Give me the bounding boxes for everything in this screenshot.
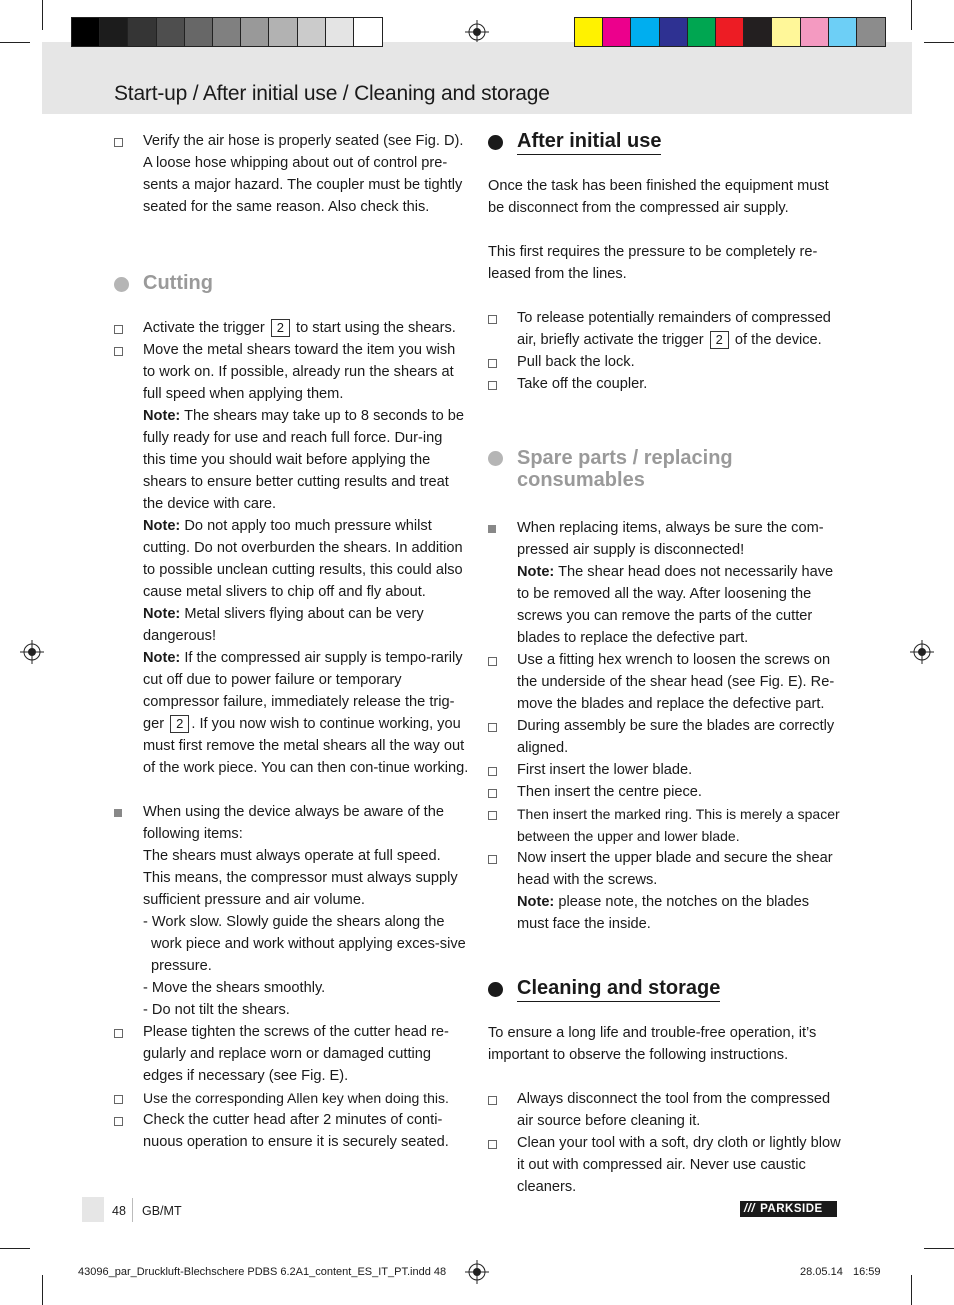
section-title: Cleaning and storage	[517, 977, 720, 1002]
color-swatch	[603, 18, 631, 46]
gray-swatch	[354, 18, 382, 46]
gray-swatch	[298, 18, 326, 46]
square-bullet-icon	[114, 801, 122, 826]
trigger-reference-key: 2	[271, 319, 290, 337]
color-swatch	[716, 18, 744, 46]
parkside-logo: /// PARKSIDE	[740, 1201, 837, 1217]
checkbox-bullet-icon	[488, 649, 497, 675]
list-item-detail: The shears must always operate at full speed. This means, the compressor must always supply sufficient pressure and air volume.	[143, 848, 458, 908]
gray-swatch	[100, 18, 128, 46]
crop-mark	[924, 1248, 954, 1249]
list-item: Activate the trigger 2 to start using the shears.	[114, 317, 469, 339]
crop-mark	[42, 1275, 43, 1305]
color-swatch	[631, 18, 659, 46]
right-column	[488, 130, 843, 1198]
crop-mark	[0, 1248, 30, 1249]
list-item: Pull back the lock.	[488, 351, 843, 373]
color-swatch	[744, 18, 772, 46]
locale-code: GB/MT	[142, 1204, 182, 1218]
gray-swatch	[241, 18, 269, 46]
gray-swatch	[185, 18, 213, 46]
section-cleaning-storage	[488, 977, 843, 1002]
color-swatch	[857, 18, 885, 46]
folio-box	[82, 1197, 104, 1222]
list-item: Then insert the marked ring. This is merely a spacer between the upper and lower blade.	[488, 803, 843, 847]
note: Note: If the compressed air supply is tempo-rarily cut off due to power failure or temporary compressor failure, immediately release the trig-ger 2 . If you now wish to continue working, you must first remove the metal shears all the way out of the work piece. You can then con-tinue working.	[143, 650, 469, 776]
gray-swatch	[213, 18, 241, 46]
paragraph: This first requires the pressure to be completely re-leased from the lines.	[488, 244, 818, 282]
section-after-initial-use	[488, 130, 843, 155]
list-item: First insert the lower blade.	[488, 759, 843, 781]
gray-swatch	[269, 18, 297, 46]
section-dot-icon	[488, 451, 503, 466]
list-item: Use a fitting hex wrench to loosen the screws on the underside of the shear head (see Fig. E). Re-move the blades and replace the defective part.	[488, 649, 843, 715]
list-item: Verify the air hose is properly seated (see Fig. D). A loose hose whipping about out of control pre-sents a major hazard. The coupler must be tightly seated for the same reason. Also check this.	[114, 130, 469, 218]
color-swatch	[829, 18, 857, 46]
color-swatch	[688, 18, 716, 46]
page-number: 48	[112, 1204, 126, 1218]
registration-mark-icon	[20, 640, 44, 664]
folio-divider	[132, 1198, 133, 1222]
checkbox-bullet-icon	[114, 1021, 123, 1047]
gray-swatch	[128, 18, 156, 46]
crop-mark	[924, 42, 954, 43]
list-item: Take off the coupler.	[488, 373, 843, 395]
checkbox-bullet-icon	[114, 339, 123, 365]
checkbox-bullet-icon	[114, 130, 123, 156]
checkbox-bullet-icon	[488, 715, 497, 741]
list-item: Then insert the centre piece.	[488, 781, 843, 803]
list-item: When using the device always be aware of the following items:	[114, 801, 469, 845]
page-title: Start-up / After initial use / Cleaning and storage	[114, 82, 550, 105]
section-dot-icon	[488, 135, 503, 150]
registration-mark-icon	[465, 1260, 489, 1284]
crop-mark	[0, 42, 30, 43]
checkbox-bullet-icon	[488, 1132, 497, 1158]
color-swatch	[575, 18, 603, 46]
dash-item: - Do not tilt the shears.	[143, 1002, 290, 1018]
note: Note: Metal slivers flying about can be very dangerous!	[143, 606, 424, 644]
list-item: During assembly be sure the blades are correctly aligned.	[488, 715, 843, 759]
crop-mark	[42, 0, 43, 30]
gray-swatch	[72, 18, 100, 46]
color-swatch	[660, 18, 688, 46]
section-title: Spare parts / replacing consumables	[517, 447, 733, 491]
slug-filename: 43096_par_Druckluft-Blechschere PDBS 6.2A1_content_ES_IT_PT.indd 48	[78, 1266, 447, 1278]
left-column	[114, 130, 469, 1153]
note: Note: Do not apply too much pressure whilst cutting. Do not overburden the shears. In addition to possible unclean cutting results, this could also cause metal slivers to chip off and fly about.	[143, 518, 463, 600]
registration-mark-icon	[465, 20, 489, 44]
section-dot-icon	[488, 982, 503, 997]
crop-mark	[911, 1275, 912, 1305]
dash-item: - Move the shears smoothly.	[143, 980, 326, 996]
trigger-reference-key: 2	[170, 715, 189, 733]
list-item: When replacing items, always be sure the com-pressed air supply is disconnected!	[488, 517, 843, 561]
color-swatch	[772, 18, 800, 46]
checkbox-bullet-icon	[488, 1088, 497, 1114]
slug-date: 28.05.14	[800, 1266, 843, 1278]
list-item: Check the cutter head after 2 minutes of conti-nuous operation to ensure it is securely seated.	[114, 1109, 469, 1153]
list-item: Now insert the upper blade and secure the shear head with the screws.	[488, 847, 843, 891]
checkbox-bullet-icon	[114, 1109, 123, 1135]
section-dot-icon	[114, 277, 129, 292]
section-spare-parts	[488, 447, 843, 493]
slug-time: 16:59	[853, 1266, 881, 1278]
section-title: Cutting	[143, 272, 213, 294]
checkbox-bullet-icon	[488, 847, 497, 873]
trigger-reference-key: 2	[710, 331, 729, 349]
note: Note: The shear head does not necessarily have to be removed all the way. After loosening the screws you can remove the parts of the cutter blades to replace the defective part.	[517, 564, 834, 646]
list-item: Always disconnect the tool from the compressed air source before cleaning it.	[488, 1088, 843, 1132]
registration-mark-icon	[910, 640, 934, 664]
checkbox-bullet-icon	[488, 373, 497, 399]
color-swatch	[801, 18, 829, 46]
crop-mark	[911, 0, 912, 30]
section-cutting	[114, 272, 469, 296]
square-bullet-icon	[488, 517, 496, 542]
list-item: Clean your tool with a soft, dry cloth or lightly blow it out with compressed air. Never use caustic cleaners.	[488, 1132, 843, 1198]
gray-swatch	[326, 18, 354, 46]
list-item: Please tighten the screws of the cutter head re-gularly and replace worn or damaged cutting edges if necessary (see Fig. E).	[114, 1021, 469, 1087]
list-item: Use the corresponding Allen key when doing this.	[114, 1087, 469, 1109]
note: Note: please note, the notches on the blades must face the inside.	[517, 894, 810, 932]
paragraph: To ensure a long life and trouble-free operation, it’s important to observe the following instructions.	[488, 1025, 817, 1063]
checkbox-bullet-icon	[488, 307, 497, 333]
dash-item: - Work slow. Slowly guide the shears along the work piece and work without applying exces-sive pressure.	[143, 914, 466, 974]
list-item: Move the metal shears toward the item you wish to work on. If possible, already run the shears at full speed when applying them.	[114, 339, 469, 405]
note: Note: The shears may take up to 8 seconds to be fully ready for use and reach full force. Dur-ing this time you should wait before applying the shears to ensure better cutting results and treat the device with care.	[143, 408, 464, 512]
list-item: To release potentially remainders of compressed air, briefly activate the trigger 2 of the device.	[488, 307, 843, 351]
section-title: After initial use	[517, 130, 661, 155]
checkbox-bullet-icon	[488, 803, 497, 829]
paragraph: Once the task has been finished the equipment must be disconnect from the compressed air supply.	[488, 178, 829, 216]
gray-swatch	[157, 18, 185, 46]
